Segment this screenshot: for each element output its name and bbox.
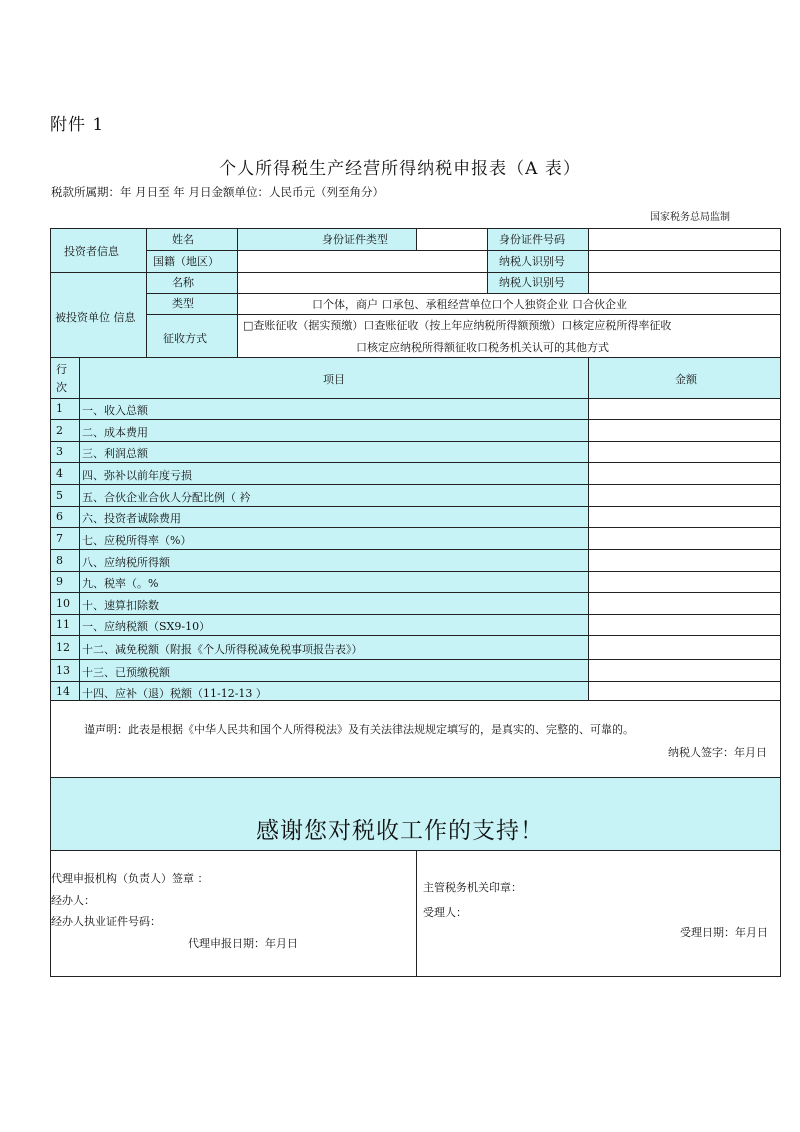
item-row-label: 七、应税所得率（%）: [82, 533, 192, 547]
item-row-number-cell: [50, 506, 80, 528]
item-row-amount-field[interactable]: [588, 398, 781, 420]
items-amount-header: 金额: [675, 373, 697, 386]
item-row-amount-field[interactable]: [588, 527, 781, 550]
item-row-label: 十四、应补（退）税额（11-12-13 ）: [82, 686, 267, 700]
entity-collection-options-2: 口核定应纳税所得额征收口税务机关认可的其他方式: [356, 341, 609, 354]
investor-section-label: 投资者信息: [64, 245, 119, 258]
entity-taxpayer-id-label: 纳税人识别号: [499, 276, 565, 289]
entity-type-options: 口个体，商户 口承包、承租经营单位口个人独资企业 口合伙企业: [312, 298, 627, 311]
item-row-label: 八、应纳税所得额: [82, 555, 170, 569]
item-row-label: 九、税率（。%: [82, 577, 159, 590]
thanks-message: 感谢您对税收工作的支持！: [256, 818, 544, 844]
item-row-amount-field[interactable]: [588, 549, 781, 572]
item-row-number-cell: [50, 398, 80, 420]
declaration-cell: [50, 700, 781, 778]
item-row-label: 一、应纳税额（SX9-10）: [82, 620, 211, 633]
form-title: 个人所得税生产经营所得纳税申报表（A 表）: [219, 159, 581, 179]
agent-date-line: 代理申报日期：年月日: [188, 937, 298, 950]
item-row-amount-field[interactable]: [588, 614, 781, 636]
item-row-number: 7: [56, 531, 63, 545]
item-row-number: 6: [56, 510, 63, 523]
item-row-number: 5: [56, 488, 63, 502]
item-row-number: 1: [56, 402, 63, 415]
investor-id-number-field[interactable]: [588, 228, 781, 251]
item-row-number-cell: [50, 549, 80, 572]
investor-id-type-field[interactable]: [416, 228, 488, 251]
item-row-label-cell: [79, 419, 589, 442]
entity-name-label: 名称: [172, 276, 194, 289]
authority-date-line: 受理日期：年月日: [680, 926, 768, 939]
agent-agency-line: 代理申报机构（负责人）签章 ：: [51, 872, 209, 885]
item-row-number: 11: [56, 618, 70, 631]
items-item-header: 项目: [323, 373, 345, 386]
taxpayer-signature-line: 纳税人签字：年月日: [668, 746, 767, 759]
item-row-number-cell: [50, 419, 80, 442]
item-row-label: 五、合伙企业合伙人分配比例（ 衿: [82, 490, 251, 504]
item-row-number: 8: [56, 553, 63, 567]
item-row-label: 二、成本费用: [82, 425, 148, 439]
agent-handler-line: 经办人：: [51, 894, 95, 907]
investor-name-label: 姓名: [172, 233, 194, 246]
authority-cell: [416, 850, 781, 977]
investor-nationality-field[interactable]: [237, 250, 488, 273]
item-row-label-cell: [79, 441, 589, 463]
item-row-number-cell: [50, 527, 80, 550]
item-row-number-cell: [50, 571, 80, 593]
item-row-amount-field[interactable]: [588, 659, 781, 682]
investor-nationality-label: 国籍（地区）: [153, 255, 219, 268]
item-row-number: 2: [56, 423, 63, 437]
item-row-label: 四、弥补以前年度亏损: [82, 468, 192, 482]
agent-license-line: 经办人执业证件号码：: [51, 915, 161, 928]
tax-period-line: 税款所属期：年 月日至 年 月日金额单位：人民币元（列至角分）: [51, 185, 384, 199]
item-row-amount-field[interactable]: [588, 571, 781, 593]
item-row-number: 14: [56, 684, 70, 698]
item-row-amount-field[interactable]: [588, 441, 781, 463]
investor-id-type-label: 身份证件类型: [322, 233, 388, 246]
entity-type-label: 类型: [172, 297, 194, 310]
items-row-header: 行 次: [56, 363, 67, 394]
issuer-label: 国家税务总局监制: [650, 212, 730, 223]
investor-taxpayer-id-label: 纳税人识别号: [499, 255, 565, 268]
investor-taxpayer-id-field[interactable]: [588, 250, 781, 273]
item-row-number-cell: [50, 462, 80, 485]
investor-id-number-label: 身份证件号码: [499, 233, 565, 246]
item-row-label-cell: [79, 398, 589, 420]
entity-name-field[interactable]: [237, 272, 488, 294]
annex-label: 附件 1: [50, 115, 105, 135]
item-row-label: 十、速算扣除数: [82, 598, 159, 612]
item-row-amount-field[interactable]: [588, 484, 781, 507]
authority-seal-line: 主管税务机关印章：: [423, 881, 522, 894]
entity-collection-label: 征收方式: [163, 332, 207, 345]
declaration-text: 谨声明：此表是根据《中华人民共和国个人所得税法》及有关法律法规规定填写的，是真实的、完整的、可靠的。: [84, 723, 634, 736]
item-row-number: 10: [56, 596, 70, 610]
item-row-amount-field[interactable]: [588, 681, 781, 702]
item-row-number: 4: [56, 466, 63, 480]
item-row-number-cell: [50, 441, 80, 463]
item-row-label: 十二、减免税额（附报《个人所得税减免税事项报告表》）: [82, 642, 363, 656]
entity-taxpayer-id-field[interactable]: [588, 272, 781, 294]
item-row-amount-field[interactable]: [588, 419, 781, 442]
item-row-number: 3: [56, 445, 63, 458]
item-row-amount-field[interactable]: [588, 592, 781, 615]
item-row-amount-field[interactable]: [588, 635, 781, 660]
item-row-label: 十三、已预缴税额: [82, 665, 170, 679]
item-row-amount-field[interactable]: [588, 462, 781, 485]
entity-collection-options-1: □查账征收（据实预缴）口查账征收（按上年应纳税所得额预缴）口核定应税所得率征收: [243, 319, 672, 332]
item-row-label: 一、收入总额: [82, 404, 148, 417]
entity-section-label: 被投资单位 信息: [55, 311, 136, 324]
item-row-number: 9: [56, 575, 63, 588]
item-row-number: 12: [56, 640, 70, 654]
item-row-label: 三、利润总额: [82, 447, 148, 460]
authority-receiver-line: 受理人：: [423, 906, 467, 919]
item-row-label: 六、投资者诚除费用: [82, 512, 181, 525]
item-row-number-cell: [50, 484, 80, 507]
item-row-number: 13: [56, 663, 70, 677]
item-row-amount-field[interactable]: [588, 506, 781, 528]
